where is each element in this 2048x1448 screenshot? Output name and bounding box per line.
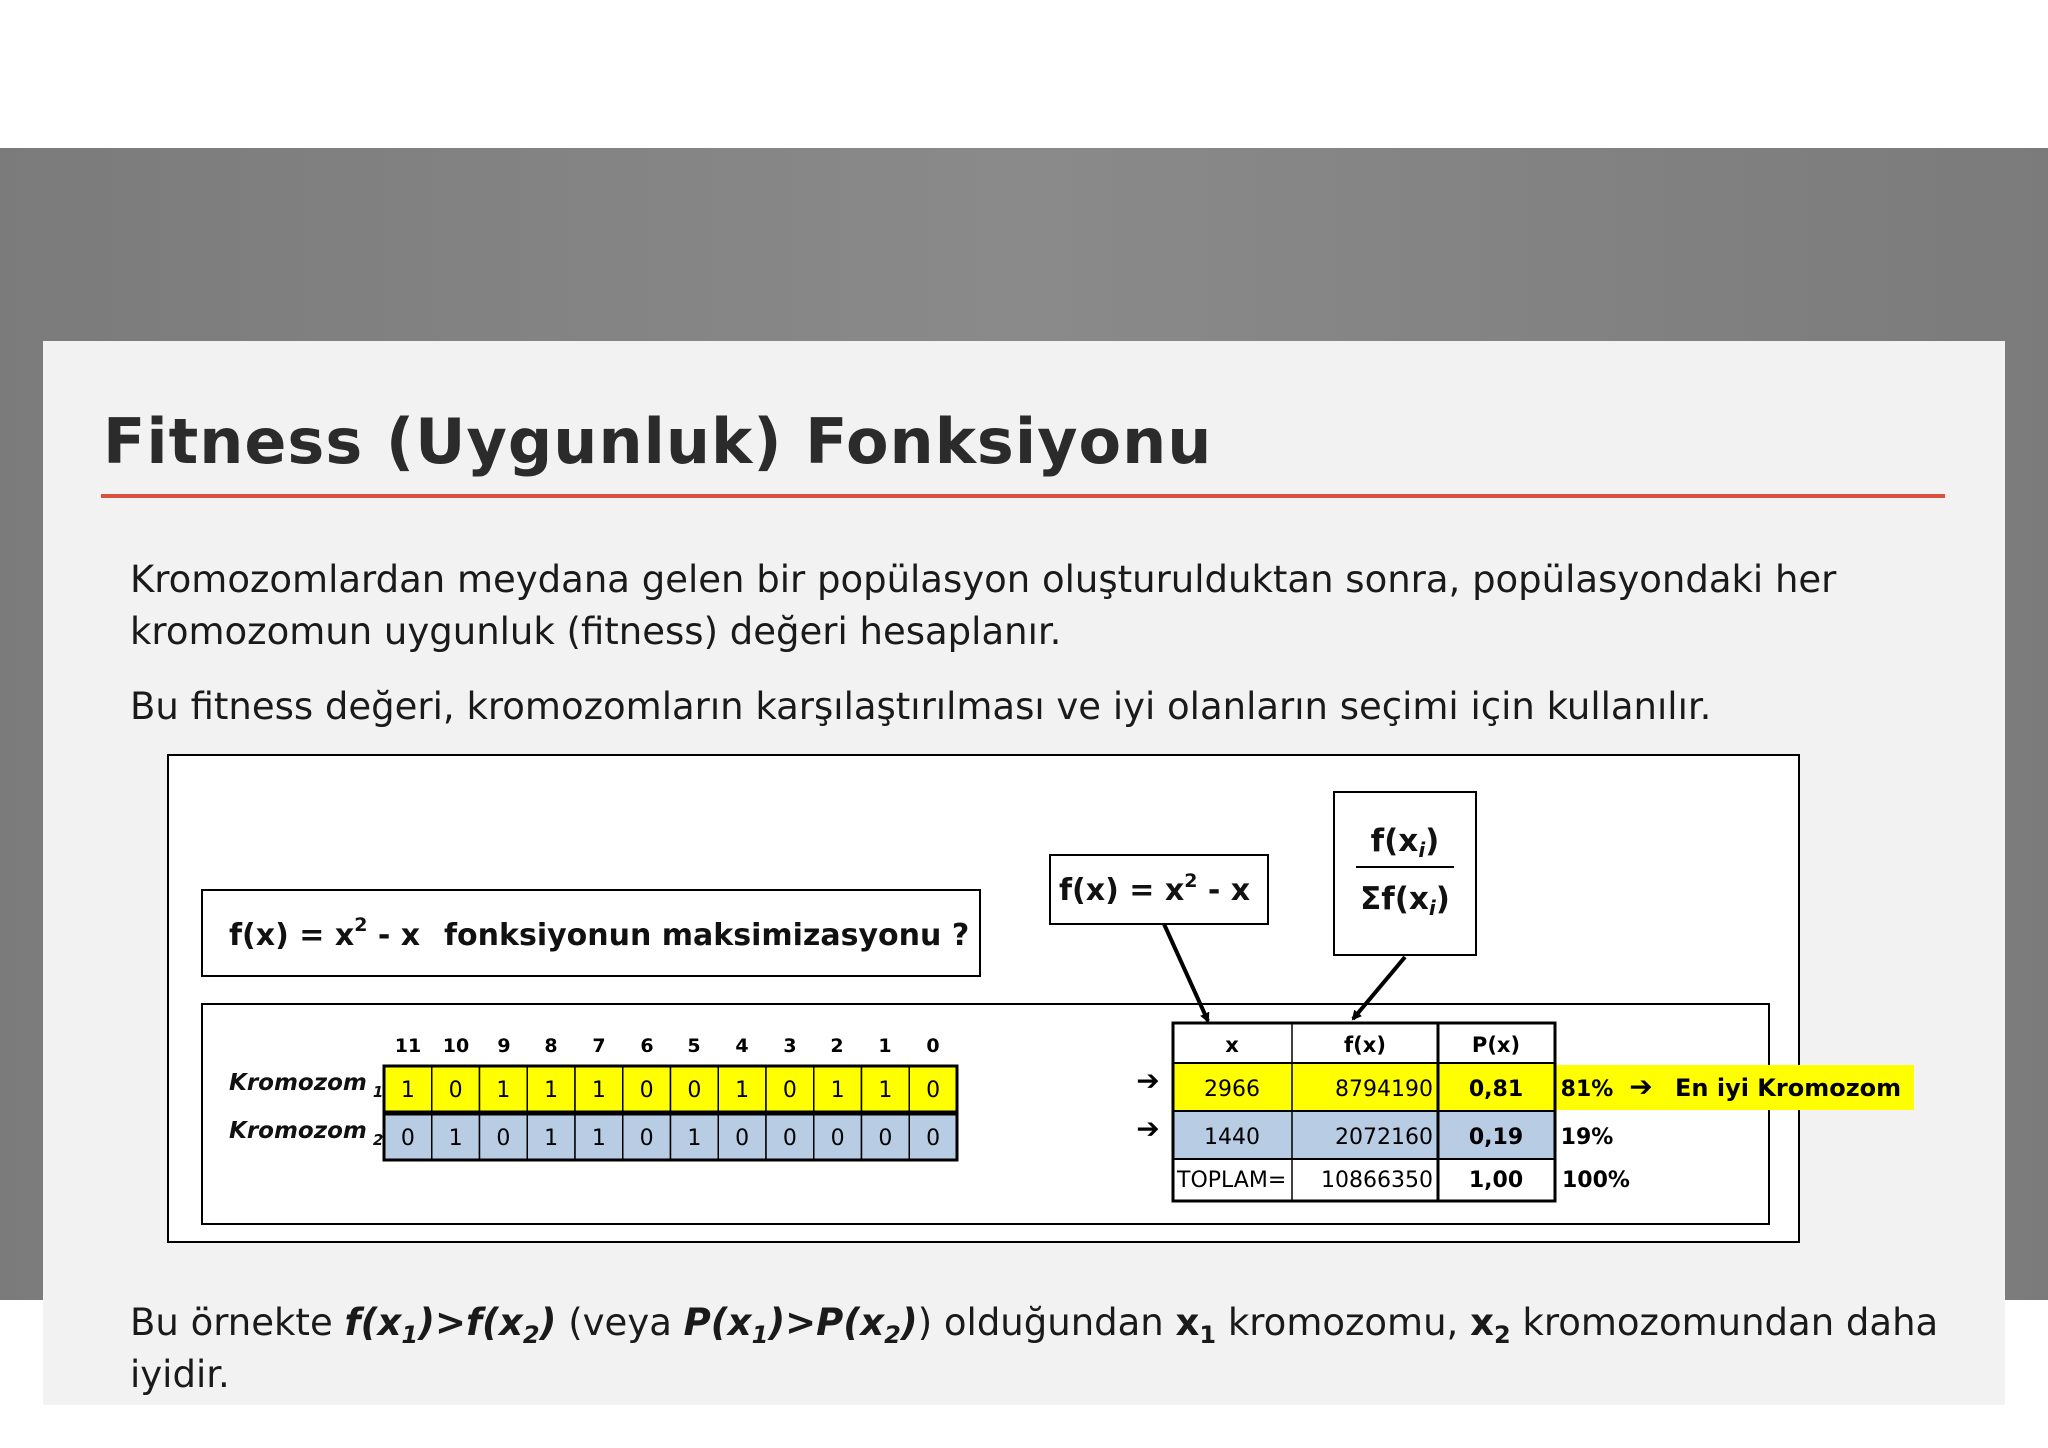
header-px: P(x): [1471, 1033, 1521, 1057]
fx-label-fx: f(x) = x: [1059, 873, 1185, 908]
bit-value: 0: [926, 1078, 941, 1103]
prob-num: f(x: [1370, 823, 1419, 859]
best-chromosome-label: En iyi Kromozom: [1675, 1074, 1902, 1102]
function-fx: f(x) = x: [229, 918, 355, 953]
bit-value: 1: [496, 1078, 511, 1103]
bit-indices: [395, 1035, 940, 1057]
slide-title: Fitness (Uygunluk) Fonksiyonu: [103, 405, 1213, 478]
bit-value: 0: [496, 1126, 511, 1151]
fx-label-box: [1050, 855, 1268, 924]
bit-value: 0: [926, 1126, 941, 1151]
bit-index: 5: [687, 1035, 701, 1057]
row-2-fx: 2072160: [1335, 1125, 1433, 1150]
row-2-x: 1440: [1204, 1125, 1260, 1150]
paragraph-2: Bu fitness değeri, kromozomların karşılaştırılması ve iyi olanların seçimi için kullanılır.: [130, 685, 1712, 728]
bit-value: 0: [448, 1078, 463, 1103]
bit-index: 11: [394, 1035, 422, 1057]
prob-den-i: i: [1428, 896, 1436, 920]
bit-index: 10: [442, 1035, 470, 1057]
bit-value: 0: [735, 1126, 750, 1151]
bit-value: 1: [448, 1126, 463, 1151]
bit-index: 8: [544, 1035, 558, 1057]
prob-den: Σf(x: [1360, 881, 1429, 917]
row-2-px: 0,19: [1468, 1125, 1524, 1150]
bit-value: 1: [544, 1078, 559, 1103]
function-text: fonksiyonun maksimizasyonu ?: [444, 918, 970, 953]
row-1-pct: 81%: [1560, 1077, 1614, 1102]
fx-label-minus-x: - x: [1197, 873, 1251, 908]
bit-value: 1: [687, 1126, 702, 1151]
row-1-arrow-icon: ➔: [1136, 1064, 1160, 1097]
prob-num-i: i: [1418, 838, 1426, 862]
svg-text:f(x) = x2 - x: [1059, 870, 1250, 908]
px-arrow: [1353, 957, 1405, 1019]
slide-frame: [0, 148, 2048, 1396]
chromosome-2-bits: [384, 1114, 957, 1160]
fx-label-exp: 2: [1184, 870, 1198, 892]
bit-value: 1: [830, 1078, 845, 1103]
best-arrow-icon: ➔: [1629, 1070, 1653, 1103]
fitness-figure: [167, 754, 1902, 1243]
bit-value: 0: [639, 1078, 654, 1103]
chromosome-1-bits: [384, 1066, 957, 1112]
bit-value: 0: [878, 1126, 893, 1151]
chromosome-1-label: Kromozom $_1$: [229, 1070, 384, 1101]
total-px: 1,00: [1468, 1168, 1524, 1193]
bit-index: 4: [735, 1035, 749, 1057]
row-2-pct: 19%: [1560, 1125, 1614, 1150]
bit-value: 1: [544, 1126, 559, 1151]
bit-value: 0: [830, 1126, 845, 1151]
bit-index: 6: [640, 1035, 654, 1057]
figure-svg: [169, 756, 1902, 1241]
fx-arrow: [1164, 924, 1208, 1021]
svg-text:f(xi): [1371, 823, 1440, 862]
header-fx: f(x): [1344, 1033, 1386, 1057]
bit-value: 1: [735, 1078, 750, 1103]
total-fx: 10866350: [1321, 1168, 1433, 1193]
bit-index: 0: [926, 1035, 940, 1057]
bit-value: 1: [400, 1078, 415, 1103]
bit-value: 0: [400, 1126, 415, 1151]
row-2-arrow-icon: ➔: [1136, 1112, 1160, 1145]
bit-value: 0: [782, 1078, 797, 1103]
results-table: [1173, 1023, 1914, 1201]
bit-index: 9: [497, 1035, 511, 1057]
function-minus-x: - x: [367, 918, 421, 953]
bit-value: 1: [591, 1078, 606, 1103]
function-box: [202, 890, 980, 976]
prob-num-end: ): [1425, 823, 1440, 859]
header-x: x: [1225, 1033, 1239, 1057]
title-underline: [101, 494, 1945, 498]
paragraph-3: Bu örnekte $f(x_1)>f(x_2)$ (veya $P(x_1)>P(x_2)$) olduğundan $x_1$ kromozomu, $x_2$ kromozomundan daha iyidir.: [130, 1301, 1939, 1396]
paragraph-1: Kromozomlardan meydana gelen bir popülasyon oluşturulduktan sonra, popülasyondaki her kromozomun uygunluk (fitness) değeri hesaplanır.: [130, 558, 1837, 653]
bit-value: 0: [687, 1078, 702, 1103]
svg-text:f(x) = x2 - x: [229, 914, 420, 953]
bit-value: 0: [639, 1126, 654, 1151]
total-pct: 100%: [1562, 1168, 1630, 1193]
bit-value: 1: [878, 1078, 893, 1103]
prob-label-box: [1334, 792, 1476, 955]
row-1-px: 0,81: [1468, 1077, 1524, 1102]
row-1-fx: 8794190: [1335, 1077, 1433, 1102]
chromosome-2-label: Kromozom $_2$: [229, 1118, 384, 1149]
bit-index: 1: [878, 1035, 892, 1057]
svg-text:Σf(xi): [1360, 881, 1450, 920]
bit-value: 0: [782, 1126, 797, 1151]
bit-index: 7: [592, 1035, 606, 1057]
bit-value: 1: [591, 1126, 606, 1151]
slide: [43, 341, 2005, 1405]
row-1-x: 2966: [1204, 1077, 1260, 1102]
prob-den-end: ): [1435, 881, 1450, 917]
bit-index: 3: [783, 1035, 797, 1057]
total-label: TOPLAM=: [1177, 1168, 1287, 1193]
function-exp: 2: [354, 914, 368, 936]
bit-index: 2: [830, 1035, 844, 1057]
